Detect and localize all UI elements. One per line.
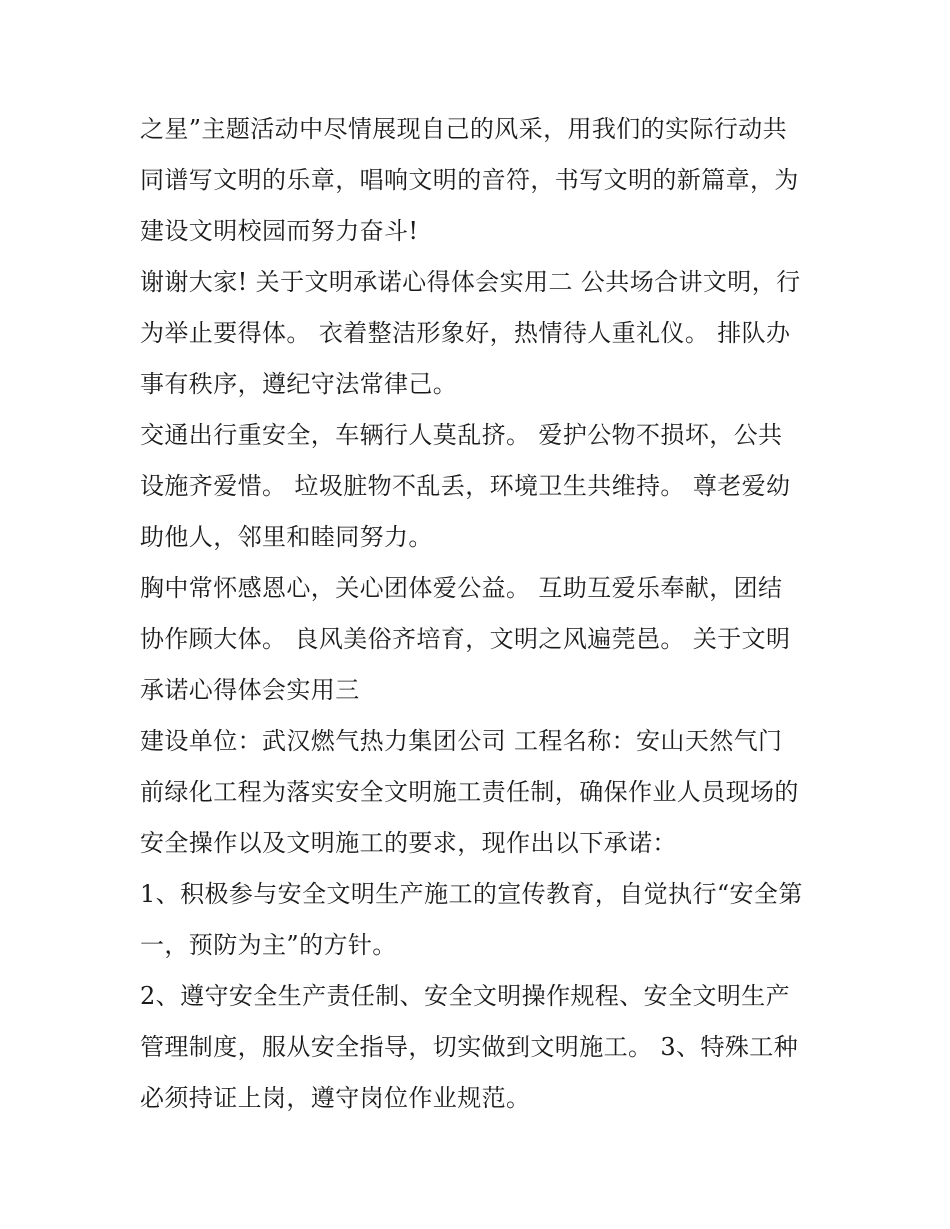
text-line: 安全操作以及文明施工的要求，现作出以下承诺：	[140, 829, 677, 857]
text-line: 管理制度，服从安全指导，切实做到文明施工。 3、特殊工种	[140, 1033, 799, 1061]
document-body	[140, 104, 830, 1124]
text-line: 设施齐爱惜。 垃圾脏物不乱丢，环境卫生共维持。 尊老爱幼	[140, 472, 791, 500]
text-line: 建设单位：武汉燃气热力集团公司 工程名称：安山天然气门	[140, 727, 783, 755]
text-line: 承诺心得体会实用三	[140, 676, 360, 704]
text-line: 前绿化工程为落实安全文明施工责任制，确保作业人员现场的	[140, 778, 799, 806]
text-line: 之星”主题活动中尽情展现自己的风采，用我们的实际行动共	[140, 115, 788, 143]
text-line: 助他人，邻里和睦同努力。	[140, 523, 433, 551]
text-line: 为举止要得体。 衣着整洁形象好，热情待人重礼仪。 排队办	[140, 319, 791, 347]
text-line: 2、遵守安全生产责任制、安全文明操作规程、安全文明生产	[140, 982, 791, 1010]
text-line: 胸中常怀感恩心，关心团体爱公益。 互助互爱乐奉献，团结	[140, 574, 783, 602]
text-line: 必须持证上岗，遵守岗位作业规范。	[140, 1084, 531, 1112]
text-line: 谢谢大家! 关于文明承诺心得体会实用二 公共场合讲文明，行	[140, 268, 801, 296]
text-line: 一，预防为主”的方针。	[140, 931, 397, 959]
text-line: 交通出行重安全，车辆行人莫乱挤。 爱护公物不损坏，公共	[140, 421, 783, 449]
text-line: 事有秩序，遵纪守法常律己。	[140, 370, 458, 398]
text-line: 建设文明校园而努力奋斗!	[140, 217, 419, 245]
text-line: 同谱写文明的乐章，唱响文明的音符，书写文明的新篇章，为	[140, 166, 799, 194]
text-line: 协作顾大体。 良风美俗齐培育，文明之风遍莞邑。 关于文明	[140, 625, 791, 653]
text-line: 1、积极参与安全文明生产施工的宣传教育，自觉执行“安全第	[140, 880, 803, 908]
